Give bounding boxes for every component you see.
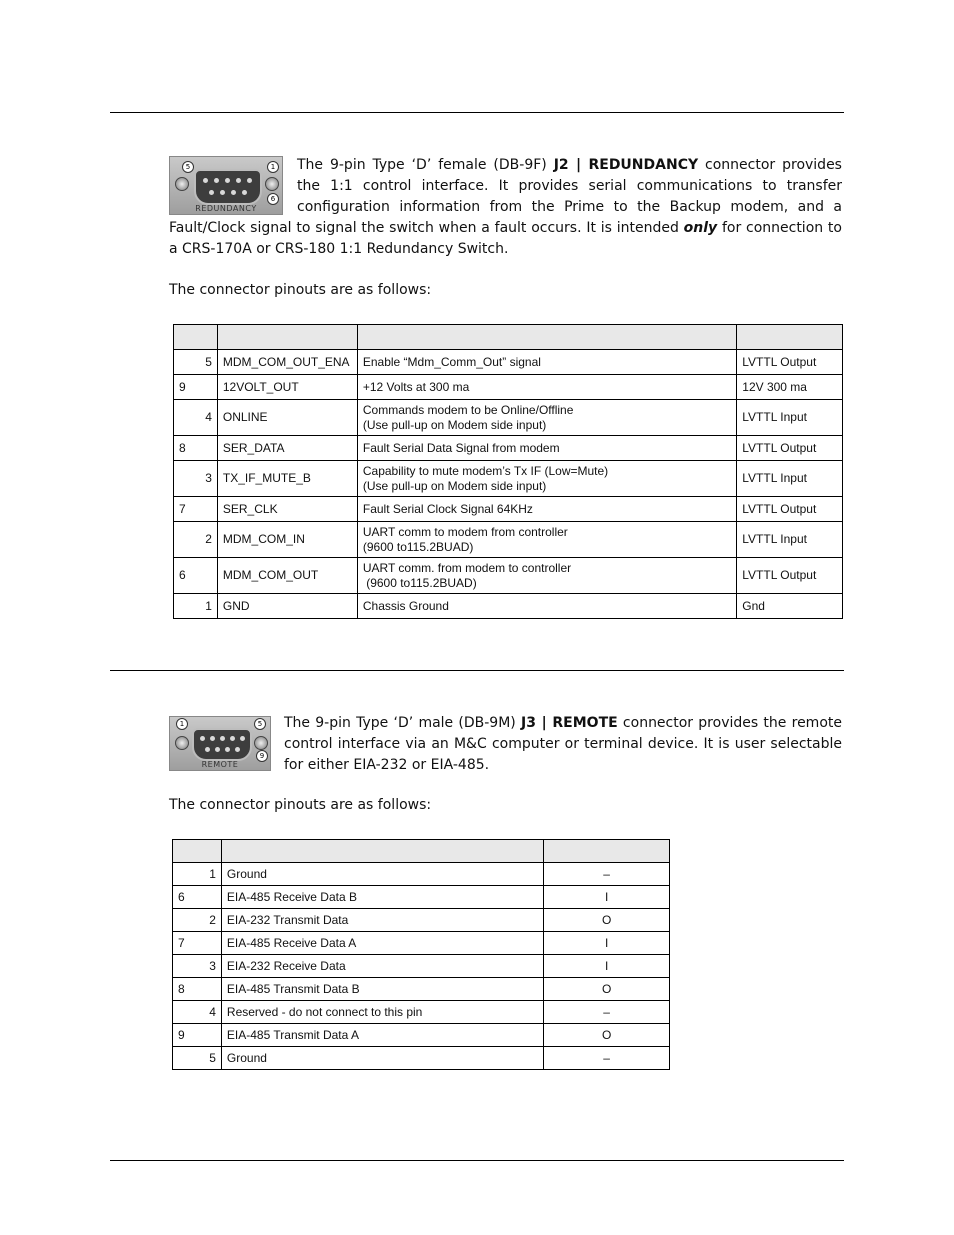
description-line: Commands modem to be Online/Offline (362, 402, 574, 417)
direction-cell: O (544, 978, 670, 1001)
pin-number-cell: 5 (174, 350, 218, 375)
direction-cell: LVTTL Output (737, 436, 843, 461)
table-header-row (173, 840, 670, 863)
description-line: +12 Volts at 300 ma (362, 379, 470, 394)
j2-description (169, 155, 842, 260)
description-cell: EIA-485 Receive Data A (221, 932, 543, 955)
j2-emphasis: only (683, 220, 718, 236)
description-line: Fault Serial Data Signal from modem (362, 440, 560, 455)
pin-number-cell: 6 (173, 886, 222, 909)
description-cell (357, 375, 736, 400)
table-row (173, 886, 670, 909)
direction-cell: LVTTL Input (737, 522, 843, 558)
pin-number-cell: 2 (173, 909, 222, 932)
pin-number-cell: 7 (173, 932, 222, 955)
signal-name-cell: ONLINE (217, 400, 357, 436)
pin-number-cell: 5 (173, 1047, 222, 1070)
table-row (173, 1001, 670, 1024)
description-line: (Use pull-up on Modem side input) (362, 417, 547, 432)
j2-desc-text: The 9-pin Type ‘D’ female (DB-9F) (297, 157, 554, 173)
pin-number-marker: 5 (254, 718, 266, 730)
description-cell (357, 400, 736, 436)
direction-cell: I (544, 886, 670, 909)
table-row (174, 461, 843, 497)
pin-number-cell: 3 (174, 461, 218, 497)
table-row (174, 375, 843, 400)
pin-number-marker: 6 (267, 193, 279, 205)
direction-cell: – (544, 863, 670, 886)
screw-icon (175, 736, 189, 750)
pin-number-cell: 4 (173, 1001, 222, 1024)
j2-pinout-table (173, 324, 843, 619)
table-row (173, 863, 670, 886)
table-row (173, 955, 670, 978)
direction-cell: – (544, 1047, 670, 1070)
direction-cell: LVTTL Output (737, 497, 843, 522)
signal-name-cell: GND (217, 594, 357, 619)
description-cell: EIA-232 Transmit Data (221, 909, 543, 932)
description-cell: EIA-232 Receive Data (221, 955, 543, 978)
direction-cell: LVTTL Output (737, 350, 843, 375)
table-header-row (174, 325, 843, 350)
table-row (174, 594, 843, 619)
signal-name-cell: MDM_COM_OUT_ENA (217, 350, 357, 375)
description-cell (357, 350, 736, 375)
description-line: (9600 to115.2BUAD) (362, 575, 477, 590)
description-cell: Ground (221, 863, 543, 886)
description-cell (357, 558, 736, 594)
description-line: Capability to mute modem’s Tx IF (Low=Mute) (362, 463, 609, 478)
j2-desc-text: for connection to a CRS-170A or CRS-180 1:1 Redundancy Switch. (169, 220, 842, 257)
direction-cell: LVTTL Input (737, 400, 843, 436)
top-rule (110, 112, 844, 113)
direction-cell: I (544, 932, 670, 955)
pin-number-marker: 5 (182, 161, 194, 173)
signal-name-cell: MDM_COM_OUT (217, 558, 357, 594)
pin-number-cell: 7 (174, 497, 218, 522)
db9-shell-icon (192, 728, 252, 761)
section-rule (110, 670, 844, 671)
pin-number-cell: 3 (173, 955, 222, 978)
table-row (173, 978, 670, 1001)
j3-pinout-intro: The connector pinouts are as follows: (169, 797, 432, 813)
pin-number-cell: 8 (173, 978, 222, 1001)
j2-desc-text: connector provides the 1:1 control interface. It provides serial communications to transfer configuration information from the Prime to the Backup modem, and a Fault/Clock signal to signal the switch when a fault occurs. It is intended (169, 157, 842, 236)
description-cell: EIA-485 Receive Data B (221, 886, 543, 909)
table-row (174, 400, 843, 436)
table-row (173, 909, 670, 932)
direction-cell: LVTTL Input (737, 461, 843, 497)
pin-number-cell: 9 (173, 1024, 222, 1047)
pin-number-marker: 1 (267, 161, 279, 173)
description-cell: Ground (221, 1047, 543, 1070)
description-cell: EIA-485 Transmit Data B (221, 978, 543, 1001)
description-cell: Reserved - do not connect to this pin (221, 1001, 543, 1024)
bottom-rule (110, 1160, 844, 1161)
table-row (174, 522, 843, 558)
direction-cell: O (544, 1024, 670, 1047)
j3-description (284, 713, 842, 776)
pin-number-cell: 1 (173, 863, 222, 886)
table-row (174, 350, 843, 375)
signal-name-cell: MDM_COM_IN (217, 522, 357, 558)
j3-remote-connector-image (169, 716, 271, 771)
direction-cell: LVTTL Output (737, 558, 843, 594)
connector-label: REDUNDANCY (195, 204, 257, 213)
pin-number-cell: 1 (174, 594, 218, 619)
screw-icon (254, 736, 268, 750)
table-row (173, 932, 670, 955)
j3-connector-name: J3 | REMOTE (521, 715, 618, 731)
pin-number-cell: 4 (174, 400, 218, 436)
j3-desc-text: connector provides the remote control interface via an M&C computer or terminal device. It is user selectable for either EIA-232 or EIA-485. (284, 715, 842, 773)
description-line: Chassis Ground (362, 598, 449, 613)
table-row (174, 497, 843, 522)
direction-cell: O (544, 909, 670, 932)
pin-number-marker: 1 (176, 718, 188, 730)
description-cell (357, 461, 736, 497)
description-cell (357, 436, 736, 461)
j2-pinout-intro: The connector pinouts are as follows: (169, 282, 432, 298)
description-line: (Use pull-up on Modem side input) (362, 478, 547, 493)
description-line: UART comm. from modem to controller (362, 560, 572, 575)
j3-pinout-table (172, 839, 670, 1070)
table-row (173, 1024, 670, 1047)
signal-name-cell: TX_IF_MUTE_B (217, 461, 357, 497)
direction-cell: Gnd (737, 594, 843, 619)
description-cell (357, 497, 736, 522)
description-line: Enable “Mdm_Comm_Out” signal (362, 354, 541, 369)
pin-number-cell: 8 (174, 436, 218, 461)
description-cell (357, 522, 736, 558)
pin-number-marker: 9 (256, 750, 268, 762)
description-cell (357, 594, 736, 619)
table-row (173, 1047, 670, 1070)
j3-desc-text: The 9-pin Type ‘D’ male (DB-9M) (284, 715, 521, 731)
pin-number-cell: 2 (174, 522, 218, 558)
pin-number-cell: 6 (174, 558, 218, 594)
description-line: (9600 to115.2BUAD) (362, 539, 474, 554)
signal-name-cell: SER_CLK (217, 497, 357, 522)
signal-name-cell: 12VOLT_OUT (217, 375, 357, 400)
table-row (174, 436, 843, 461)
direction-cell: – (544, 1001, 670, 1024)
j2-connector-name: J2 | REDUNDANCY (553, 157, 699, 173)
description-line: Fault Serial Clock Signal 64KHz (362, 501, 533, 516)
table-row (174, 558, 843, 594)
direction-cell: I (544, 955, 670, 978)
description-cell: EIA-485 Transmit Data A (221, 1024, 543, 1047)
pin-number-cell: 9 (174, 375, 218, 400)
signal-name-cell: SER_DATA (217, 436, 357, 461)
direction-cell: 12V 300 ma (737, 375, 843, 400)
description-line: UART comm to modem from controller (362, 524, 568, 539)
connector-label: REMOTE (201, 760, 239, 769)
